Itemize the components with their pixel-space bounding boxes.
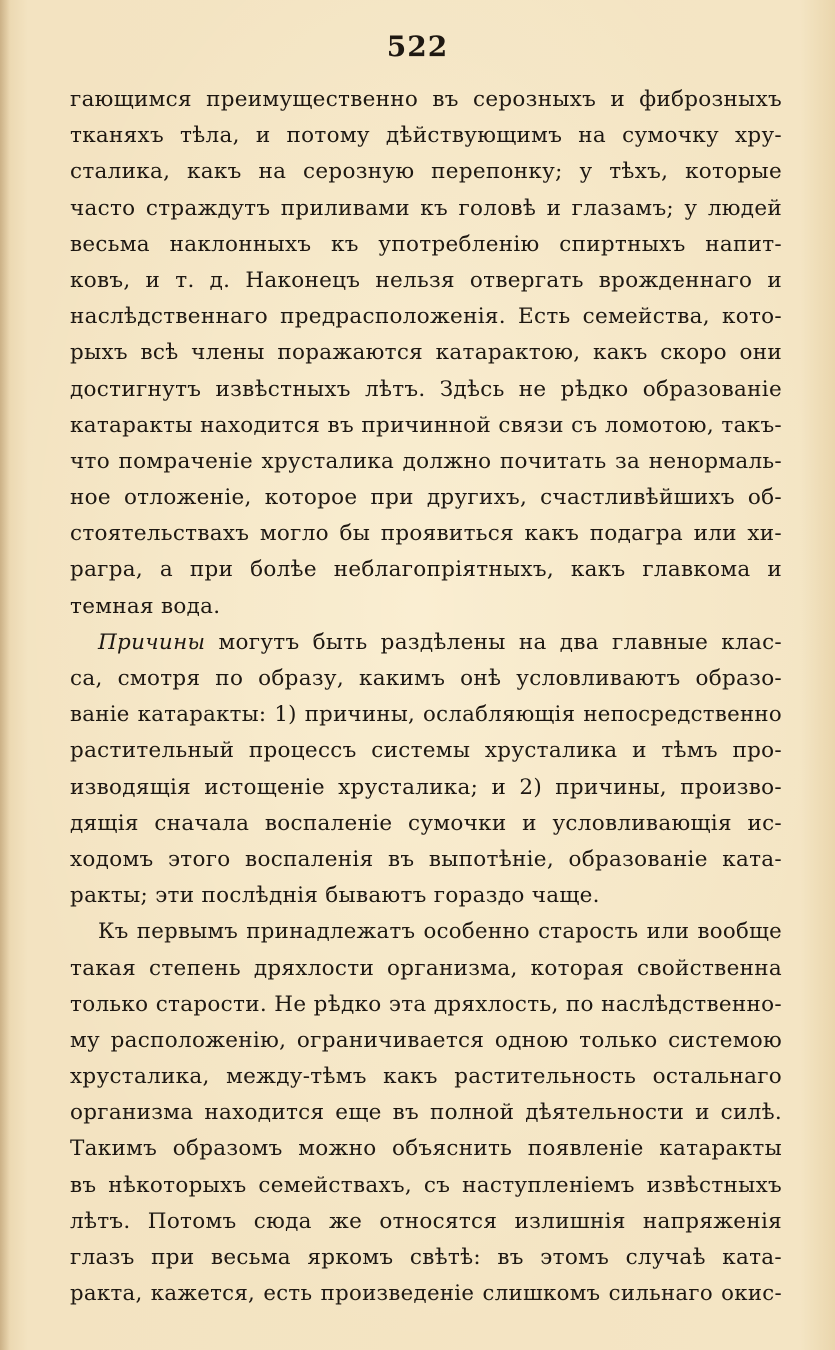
body-text	[70, 82, 782, 1312]
page-number: 522	[386, 30, 449, 63]
text-line: растительный процессъ системы хрусталика и тѣмъ про-	[70, 738, 782, 764]
text-line: ваніе катаракты: 1) причины, ослабляющія непосредственно	[70, 702, 782, 728]
text-line: ходомъ этого воспаленія въ выпотѣніе, образованіе ката-	[70, 846, 782, 872]
text-line: тканяхъ тѣла, и потому дѣйствующимъ на сумочку хру-	[70, 123, 782, 149]
text-line: ное отложеніе, которое при другихъ, счастливѣйшихъ об-	[70, 485, 782, 511]
text-line: что помраченіе хрусталика должно почитать за ненормаль-	[70, 448, 782, 474]
text-line: организма находится еще въ полной дѣятельности и силѣ.	[70, 1100, 782, 1126]
paragraph-first-line: Къ первымъ принадлежатъ особенно старость или вообще	[98, 919, 782, 945]
text-line: дящія сначала воспаленіе сумочки и условливающія ис-	[70, 810, 782, 836]
text-line: такая степень дряхлости организма, которая свойственна	[70, 955, 782, 981]
text-line: стоятельствахъ могло бы проявиться какъ подагра или хи-	[70, 521, 782, 547]
text-line: лѣтъ. Потомъ сюда же относятся излишнія напряженія	[70, 1208, 782, 1234]
italic-lead: Причины	[98, 629, 206, 655]
text-line: катаракты находится въ причинной связи съ ломотою, такъ-	[70, 412, 782, 438]
text-line: Такимъ образомъ можно объяснить появленіе катаракты	[70, 1136, 782, 1162]
text-line: темная вода.	[70, 593, 221, 619]
text-line: глазъ при весьма яркомъ свѣтѣ: въ этомъ случаѣ ката-	[70, 1245, 782, 1270]
text-line: рагра, а при болѣе неблагопріятныхъ, какъ главкома и	[70, 557, 782, 583]
text-fragment: могутъ быть раздѣлены на два главные клас-	[205, 629, 782, 655]
text-line: достигнутъ извѣстныхъ лѣтъ. Здѣсь не рѣдко образованіе	[70, 376, 782, 402]
text-line: часто страждутъ приливами къ головѣ и глазамъ; у людей	[70, 195, 782, 221]
text-line: ковъ, и т. д. Наконецъ нельзя отвергать врожденнаго и	[70, 267, 782, 293]
text-line: гающимся преимущественно въ серозныхъ и фиброзныхъ	[70, 87, 782, 112]
text-line: рыхъ всѣ члены поражаются катарактою, какъ скоро они	[70, 340, 782, 366]
text-line: наслѣдственнаго предрасположенія. Есть семейства, кото-	[70, 304, 782, 330]
spine-shadow	[0, 0, 10, 1350]
paragraph-first-line	[70, 625, 782, 661]
text-line: сталика, какъ на серозную перепонку; у тѣхъ, которые	[70, 159, 782, 185]
text-line: му расположенію, ограничивается одною только системою	[70, 1027, 782, 1053]
text-line: весьма наклонныхъ къ употребленію спиртныхъ напит-	[70, 231, 782, 257]
text-line: хрусталика, между-тѣмъ какъ растительность остальнаго	[70, 1064, 782, 1090]
text-line: изводящія истощеніе хрусталика; и 2) причины, произво-	[70, 774, 782, 800]
text-line: са, смотря по образу, какимъ онѣ условливаютъ образо-	[70, 666, 782, 691]
text-line: ракта, кажется, есть произведеніе слишкомъ сильнаго окис-	[70, 1281, 782, 1307]
text-line: въ нѣкоторыхъ семействахъ, съ наступленіемъ извѣстныхъ	[70, 1172, 782, 1198]
text-line: только старости. Не рѣдко эта дряхлость, по наслѣдственно-	[70, 991, 782, 1017]
text-line: ракты; эти послѣднія бываютъ гораздо чаще.	[70, 883, 600, 909]
